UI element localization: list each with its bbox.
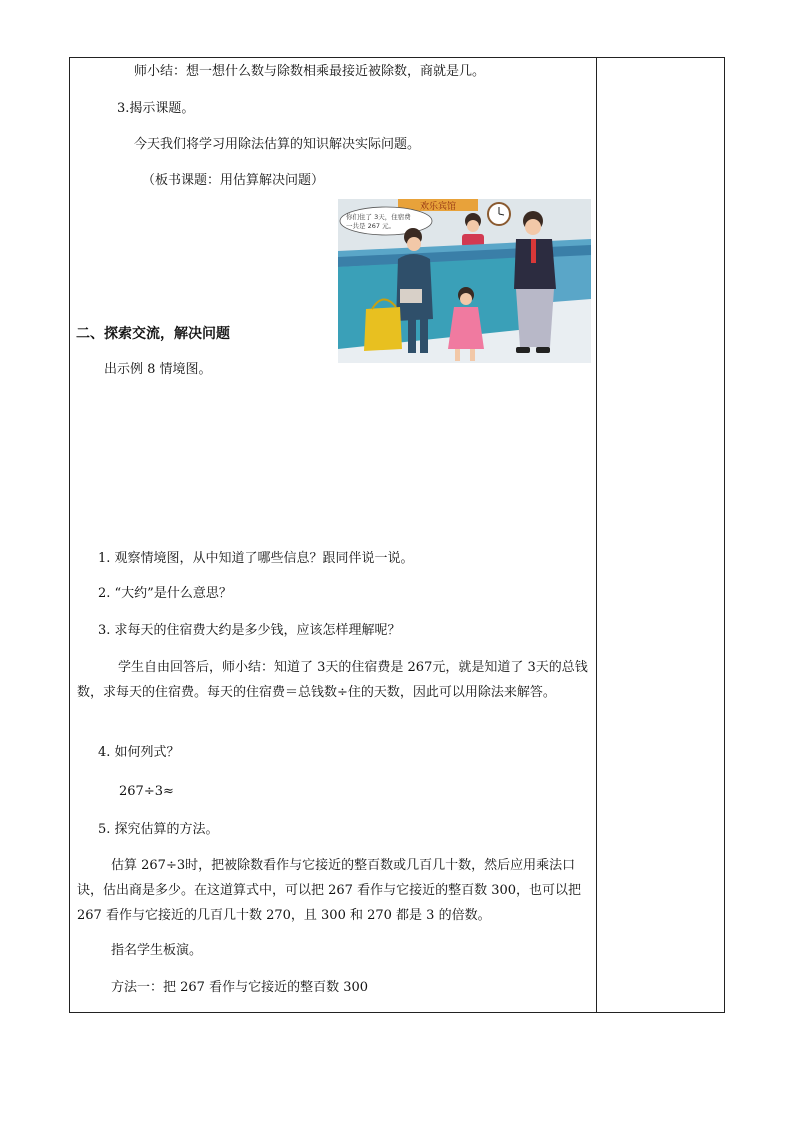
step-3: 3.揭示课题。	[117, 101, 195, 116]
board-title: （板书课题：用估算解决问题）	[142, 173, 325, 188]
column-divider	[596, 58, 597, 1012]
method-one: 方法一：把 267 看作与它接近的整百数 300	[111, 980, 369, 995]
lesson-intro: 今天我们将学习用除法估算的知识解决实际问题。	[134, 137, 421, 152]
scene-illustration	[338, 199, 591, 363]
example-intro: 出示例 8 情境图。	[104, 362, 212, 377]
question-3: 3. 求每天的住宿费大约是多少钱，应该怎样理解呢？	[98, 623, 401, 638]
section-heading: 二、探索交流，解决问题	[76, 326, 230, 342]
lesson-table	[69, 57, 725, 1013]
estimate-paragraph: 估算 267÷3时，把被除数看作与它接近的整百数或几百几十数，然后应用乘法口诀，估出商是多少。在这道算式中，可以把 267 看作与它接近的整百数 300，也可以把 267 看作与它接近的几百几十数 270，且 300 和 270 都是 3 的倍数。	[77, 858, 582, 923]
board-demo: 指名学生板演。	[111, 943, 203, 958]
hotel-sign: 欢乐宾馆	[419, 202, 457, 212]
answer-paragraph: 学生自由回答后，师小结：知道了 3天的住宿费是 267元，就是知道了 3天的总钱数，求每天的住宿费。每天的住宿费＝总钱数÷住的天数，因此可以用除法来解答。	[77, 660, 588, 700]
hotel-scene-image	[338, 199, 591, 363]
bubble-line-1: 你们住了 3天，住宿费	[346, 213, 411, 221]
teacher-summary: 师小结：想一想什么数与除数相乘最接近被除数，商就是几。	[134, 64, 486, 79]
bubble-line-2: 一共是 267 元。	[346, 222, 396, 230]
question-1: 1. 观察情境图，从中知道了哪些信息？跟同伴说一说。	[98, 551, 414, 566]
question-4: 4. 如何列式？	[98, 745, 180, 760]
question-5: 5. 探究估算的方法。	[98, 822, 219, 837]
formula: 267÷3≈	[119, 784, 174, 799]
question-2: 2. “大约”是什么意思？	[98, 586, 232, 601]
